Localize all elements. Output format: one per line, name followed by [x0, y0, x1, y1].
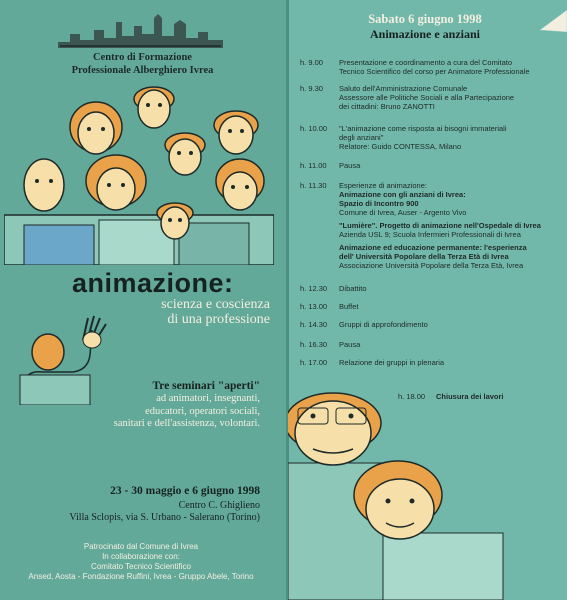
closing-time: h. 18.00	[398, 392, 426, 401]
schedule-line: degli anziani"	[339, 133, 384, 142]
schedule-time: h. 11.00	[300, 161, 327, 170]
schedule-description	[339, 124, 561, 151]
folded-corner	[540, 10, 567, 32]
program-title: Animazione e anziani	[370, 27, 480, 41]
schedule-time: h. 9.00	[300, 58, 323, 67]
patronage-line-2: In collaborazione con:	[102, 552, 180, 561]
school-line-1: Centro di Formazione	[93, 52, 192, 63]
desc-line-1: ad animatori, insegnanti,	[156, 393, 260, 404]
schedule-line: Dibattito	[339, 284, 367, 293]
schedule-time: h. 17.00	[300, 358, 328, 367]
schedule-line: "L'animazione come risposta ai bisogni immateriali	[339, 124, 507, 133]
desc-line-2: educatori, operatori sociali,	[145, 405, 260, 417]
subtitle	[120, 297, 270, 327]
schedule-line: Azienda USL 9; Scuola Infermieri Professionali di Ivrea	[339, 230, 521, 239]
schedule-line: "Lumière". Progetto di animazione nell'Ospedale di Ivrea	[339, 221, 541, 230]
schedule-line: Esperienze di animazione:	[339, 181, 427, 190]
event-dates: 23 - 30 maggio e 6 giugno 1998	[110, 485, 260, 497]
main-title: animazione:	[72, 268, 234, 298]
schedule-line: Assessore alle Politiche Sociali e alla Partecipazione	[339, 93, 515, 102]
school-line-2: Professionale Alberghiero Ivrea	[71, 65, 214, 76]
subtitle-line-1: scienza e coscienza	[161, 297, 270, 312]
schedule-line: Relatore: Guido CONTESSA, Milano	[339, 142, 462, 151]
schedule-description	[339, 181, 561, 270]
schedule-line: Associazione Università Popolare della Terza Età, Ivrea	[339, 261, 524, 270]
schedule-time: h. 10.00	[300, 124, 328, 133]
schedule-line: Presentazione e coordinamento a cura del Comitato	[339, 58, 513, 67]
schedule-line: Pausa	[339, 161, 361, 170]
patronage-line-4: Ansed, Aosta - Fondazione Ruffini, Ivrea - Gruppo Abele, Torino	[28, 572, 254, 581]
schedule-line: dei cittadini: Bruno ZANOTTI	[339, 102, 435, 111]
schedule-line: Pausa	[339, 340, 361, 349]
schedule-time: h. 12.30	[300, 284, 328, 293]
schedule-line: Spazio di Incontro 900	[339, 199, 419, 208]
schedule-description	[339, 358, 561, 367]
schedule-description	[339, 58, 561, 76]
program-date: Sabato 6 giugno 1998	[368, 12, 482, 26]
schedule-description	[339, 284, 561, 293]
seminars-description	[80, 393, 260, 431]
venue-line-1: Centro C. Ghiglieno	[178, 500, 260, 511]
schedule-time: h. 13.00	[300, 302, 328, 311]
two-faces-illustration	[288, 383, 567, 600]
patronage-line-1: Patrocinato dal Comune di Ivrea	[83, 542, 199, 551]
seminars-title: Tre seminari "aperti"	[152, 380, 260, 392]
patronage	[6, 542, 276, 582]
schedule-line: Animazione con gli anziani di Ivrea:	[339, 190, 466, 199]
subtitle-line-2: di una professione	[167, 312, 270, 327]
people-group-illustration	[4, 85, 274, 265]
schedule-time: h. 14.30	[300, 320, 328, 329]
town-skyline-illustration	[58, 10, 223, 50]
school-name	[60, 51, 225, 77]
schedule-description	[339, 302, 561, 311]
schedule-line: Comune di Ivrea, Auser - Argento Vivo	[339, 208, 467, 217]
patronage-line-3: Comitato Tecnico Scientifico	[91, 562, 191, 571]
schedule-time: h. 16.30	[300, 340, 328, 349]
schedule-line: Relazione dei gruppi in plenaria	[339, 358, 445, 367]
schedule-description	[339, 340, 561, 349]
schedule-line: Saluto dell'Amministrazione Comunale	[339, 84, 468, 93]
schedule-description	[339, 84, 561, 111]
schedule-line: dell' Università Popolare della Terza Età di Ivrea	[339, 252, 509, 261]
desc-line-3: sanitari e dell'assistenza, volontari.	[113, 418, 260, 429]
schedule-time: h. 9.30	[300, 84, 323, 93]
schedule-time: h. 11.30	[300, 181, 327, 190]
closing-text: Chiusura dei lavori	[436, 392, 504, 401]
schedule-description	[339, 320, 561, 329]
schedule-line: Tecnico Scientifico del corso per Animatore Professionale	[339, 67, 530, 76]
schedule-line: Gruppi di approfondimento	[339, 320, 428, 329]
venue	[40, 500, 260, 524]
schedule-line: Buffet	[339, 302, 359, 311]
venue-line-2: Villa Sclopis, via S. Urbano - Salerano (Torino)	[69, 512, 260, 523]
schedule-line: Animazione ed educazione permanente: l'esperienza	[339, 243, 527, 252]
schedule-description	[339, 161, 561, 170]
